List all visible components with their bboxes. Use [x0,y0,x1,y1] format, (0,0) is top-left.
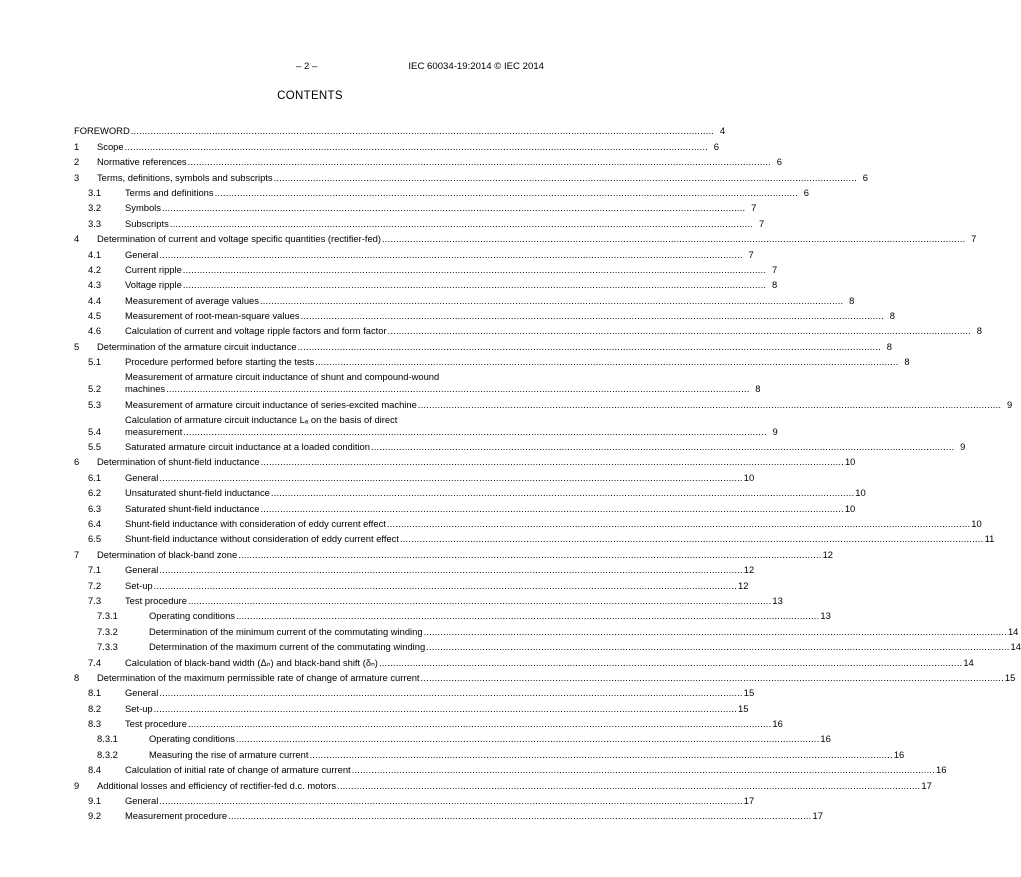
toc-entry-number: 7 [74,548,80,560]
toc-entry-number: 4.3 [88,279,102,291]
toc-entry-title: Unsaturated shunt-field inductance [125,487,270,499]
toc-entry-page: 17 [921,779,932,791]
toc-entry-page: 10 [743,471,755,483]
dot-leader [183,279,766,291]
toc-entry-title: Procedure performed before starting the tests [125,356,315,368]
toc-entry-page: 10 [844,456,856,468]
toc-entry-number: 8.4 [88,764,102,776]
toc-entry-page: 8 [771,279,778,291]
toc-entry-title-continued: measurement [125,425,183,437]
toc-entry-page: 6 [803,186,809,198]
toc-entry-page: 8 [904,356,910,368]
toc-entry-title: FOREWORD [74,125,130,137]
toc-entry-page: 10 [971,517,982,529]
dot-leader [159,687,742,699]
toc-entry-title: Determination of the maximum permissible rate of change of armature current [97,671,420,683]
toc-entry[interactable] [74,638,1021,653]
toc-entry-title: Terms and definitions [125,186,214,198]
toc-entry-number: 5.3 [88,398,102,410]
toc-entry-title: Calculation of current and voltage ripple factors and form factor [125,325,387,337]
toc-entry[interactable] [74,411,778,438]
dot-leader [131,125,714,137]
toc-entry-page: 13 [820,610,831,622]
toc-entry-number: 4.4 [88,294,102,306]
toc-entry-page: 14 [963,656,974,668]
toc-entry-title: Measurement of armature circuit inductance of series-excited machine [125,398,417,410]
dot-leader [301,310,884,322]
document-id: IEC 60034-19:2014 © IEC 2014 [408,61,544,72]
toc-entry-title: Measurement of average values [125,294,259,306]
toc-entry[interactable] [74,669,1016,684]
dot-leader [388,325,971,337]
dot-leader [159,564,742,576]
toc-entry-page: 15 [1004,671,1016,683]
toc-entry[interactable] [74,576,749,591]
toc-entry-number: 6.2 [88,487,102,499]
toc-entry-title: General [125,564,159,576]
toc-entry[interactable] [74,214,765,229]
dot-leader [159,249,742,261]
dot-leader [387,518,970,530]
toc-entry-page: 13 [772,594,783,606]
toc-entry[interactable] [74,353,910,368]
toc-entry-page: 9 [772,425,778,437]
toc-entry-title: General [125,687,159,699]
dot-leader [418,399,1001,411]
toc-entry-number: 7.1 [88,564,102,576]
toc-entry[interactable] [74,715,783,730]
toc-entry-number: 5.2 [88,383,102,395]
dot-leader [421,672,1004,684]
dot-leader [154,703,737,715]
toc-entry-number: 5.5 [88,441,102,453]
toc-entry-title: Test procedure [125,594,188,606]
toc-entry[interactable] [74,515,982,530]
dot-leader [183,264,766,276]
dot-leader [260,503,843,515]
toc-entry-number: 5.1 [88,356,102,368]
toc-entry[interactable] [74,792,755,807]
toc-entry-page: 9 [1006,398,1013,410]
toc-entry-page: 7 [771,263,778,275]
toc-entry[interactable] [74,261,778,276]
toc-entry-number: 3.1 [88,186,102,198]
page-number: – 2 – [296,61,318,72]
toc-entry-title: Calculation of black-band width (Δₙ) and black-band shift (δₙ) [125,656,378,668]
toc-entry-page: 12 [822,548,833,560]
toc-entry[interactable] [74,276,778,291]
toc-entry-page: 7 [751,202,757,214]
toc-entry-number: 7.4 [88,656,102,668]
toc-entry-title-continued: machines [125,383,166,395]
dot-leader [400,533,983,545]
toc-entry[interactable] [74,199,757,214]
toc-entry-page: 11 [984,533,995,545]
dot-leader [215,187,798,199]
toc-entry-number: 6 [74,456,80,468]
toc-entry-title: Symbols [125,202,161,214]
toc-entry[interactable] [74,468,755,483]
toc-entry-title: Shunt-field inductance without consideration of eddy current effect [125,533,399,545]
toc-entry-number: 8.2 [88,702,102,714]
toc-entry-page: 17 [743,795,755,807]
dot-leader [228,810,811,822]
toc-entry-number: 4.5 [88,310,102,322]
toc-entry-title: Set-up [125,702,153,714]
toc-entry-title: Saturated armature circuit inductance at a loaded condition [125,441,370,453]
toc-entry-page: 16 [936,764,947,776]
toc-entry-title: Current ripple [125,263,182,275]
toc-entry-number: 4.2 [88,263,102,275]
toc-entry[interactable] [74,530,995,545]
toc-entry[interactable] [74,291,855,306]
toc-entry-number: 2 [74,156,80,168]
toc-entry-title: Determination of the minimum current of the commutating winding [149,625,423,637]
toc-entry-number: 7.3.3 [97,641,118,653]
toc-entry-page: 8 [976,325,982,337]
toc-entry-page: 16 [820,733,831,745]
toc-entry-number: 1 [74,140,80,152]
toc-entry-page: 17 [812,810,823,822]
dot-leader [382,233,965,245]
toc-entry[interactable] [74,322,982,337]
toc-entry[interactable] [74,395,1013,410]
toc-entry-page: 7 [971,233,977,245]
dot-leader [183,426,766,438]
toc-entry-page: 12 [743,564,755,576]
toc-entry-title: Test procedure [125,718,188,730]
toc-entry-page: 10 [844,502,856,514]
toc-entry[interactable] [74,622,1019,637]
toc-entry-page: 14 [1007,625,1019,637]
toc-entry-number: 9.1 [88,795,102,807]
dot-leader [188,718,771,730]
toc-entry-number: 7.2 [88,579,102,591]
toc-entry[interactable] [74,137,719,152]
toc-entry[interactable] [74,684,755,699]
toc-entry-page: 8 [755,383,761,395]
toc-entry-title: Determination of black-band zone [97,548,238,560]
toc-entry-page: 8 [886,340,892,352]
toc-entry[interactable] [74,307,895,322]
toc-entry[interactable] [74,453,856,468]
toc-entry[interactable] [74,807,823,822]
dot-leader [260,295,843,307]
toc-entry-number: 9 [74,779,80,791]
toc-entry-title: Measurement of root-mean-square values [125,310,300,322]
toc-entry-page: 15 [738,702,749,714]
toc-entry-number: 6.5 [88,533,102,545]
toc-entry[interactable] [74,592,783,607]
toc-entry-number: 7.3 [88,594,102,606]
toc-entry[interactable] [74,761,947,776]
toc-entry-number: 8.3 [88,718,102,730]
toc-entry[interactable] [74,561,755,576]
toc-entry-number: 4 [74,233,80,245]
contents-heading: CONTENTS [277,90,343,102]
toc-entry[interactable] [74,168,868,183]
toc-entry-number: 3 [74,171,80,183]
toc-entry[interactable] [74,368,761,395]
dot-leader [162,202,745,214]
toc-entry-title: Calculation of initial rate of change of armature current [125,764,351,776]
toc-entry-number: 6.3 [88,502,102,514]
toc-entry-page: 14 [1010,641,1021,653]
toc-entry-number: 8.1 [88,687,102,699]
toc-entry-number: 4.1 [88,248,102,260]
toc-entry-page: 12 [738,579,749,591]
toc-entry-number: 5 [74,340,80,352]
toc-entry[interactable] [74,337,892,352]
dot-leader [274,172,857,184]
toc-entry-title: Determination of the maximum current of the commutating winding [149,641,426,653]
toc-entry[interactable] [74,245,754,260]
toc-entry[interactable] [74,545,833,560]
toc-entry-title: Calculation of armature circuit inductance Lₐ on the basis of direct [125,413,398,425]
toc-entry-page: 9 [960,441,966,453]
toc-entry-title: Determination of shunt-field inductance [97,456,260,468]
toc-entry-title: Shunt-field inductance with consideration of eddy current effect [125,517,386,529]
dot-leader [236,733,819,745]
dot-leader [159,795,742,807]
dot-leader [188,156,771,168]
toc-entry[interactable] [74,776,932,791]
dot-leader [426,641,1009,653]
toc-entry[interactable] [74,499,856,514]
toc-entry[interactable] [74,730,831,745]
dot-leader [238,549,821,561]
dot-leader [125,141,708,153]
toc-entry-number: 3.2 [88,202,102,214]
toc-entry-title: General [125,471,159,483]
toc-entry-title: Subscripts [125,217,169,229]
toc-entry-number: 8.3.1 [97,733,118,745]
dot-leader [298,341,881,353]
toc-entry-number: 7.3.2 [97,625,118,637]
toc-entry-title: Measurement procedure [125,810,228,822]
toc-entry-page: 8 [849,294,855,306]
toc-entry-number: 8.3.2 [97,748,118,760]
toc-entry-title: Normative references [97,156,187,168]
toc-entry-page: 16 [893,748,905,760]
toc-entry-page: 4 [719,125,726,137]
toc-entry-title: Set-up [125,579,153,591]
toc-entry-title: Saturated shunt-field inductance [125,502,260,514]
toc-entry-number: 7.3.1 [97,610,118,622]
toc-entry[interactable] [74,653,974,668]
dot-leader [236,610,819,622]
toc-entry-number: 3.3 [88,217,102,229]
toc-entry-page: 6 [862,171,868,183]
toc-entry-title: General [125,248,159,260]
toc-entry-title: Voltage ripple [125,279,182,291]
dot-leader [337,780,920,792]
toc-entry-page: 7 [748,248,754,260]
toc-entry-page: 7 [758,217,765,229]
dot-leader [159,472,742,484]
toc-entry[interactable] [74,230,977,245]
toc-entry-page: 6 [713,140,719,152]
toc-entry-title: Measurement of armature circuit inductance of shunt and compound-wound [125,371,440,383]
toc-entry[interactable] [74,699,749,714]
dot-leader [154,580,737,592]
toc-entry-title: Measuring the rise of armature current [149,748,309,760]
toc-entry[interactable] [74,153,782,168]
toc-entry-number: 6.1 [88,471,102,483]
toc-entry[interactable] [74,438,966,453]
toc-entry-title: Additional losses and efficiency of rectifier-fed d.c. motors [97,779,337,791]
dot-leader [166,383,749,395]
toc-entry-title: Determination of the armature circuit inductance [97,340,297,352]
toc-entry-page: 6 [776,156,782,168]
toc-entry-number: 5.4 [88,425,102,437]
toc-entry-title: Operating conditions [149,733,235,745]
dot-leader [379,657,962,669]
toc-entry-page: 16 [772,718,783,730]
dot-leader [424,626,1007,638]
toc-entry-number: 9.2 [88,810,102,822]
toc-entry[interactable] [74,122,726,137]
toc-entry-title: Terms, definitions, symbols and subscripts [97,171,273,183]
toc-entry-title: General [125,795,159,807]
toc-entry-number: 8 [74,671,80,683]
page-header [0,61,620,75]
table-of-contents [74,122,1021,822]
toc-entry[interactable] [74,607,831,622]
toc-entry-number: 4.6 [88,325,102,337]
dot-leader [261,456,844,468]
toc-entry-title: Scope [97,140,124,152]
toc-entry[interactable] [74,184,809,199]
toc-entry-page: 15 [743,687,755,699]
toc-entry-page: 10 [855,487,866,499]
dot-leader [371,441,954,453]
dot-leader [352,764,935,776]
toc-entry-number: 6.4 [88,517,102,529]
toc-entry[interactable] [74,745,905,760]
toc-entry-title: Operating conditions [149,610,235,622]
dot-leader [315,356,898,368]
dot-leader [188,595,771,607]
toc-entry-title: Determination of current and voltage specific quantities (rectifier-fed) [97,233,381,245]
toc-entry-page: 8 [889,310,895,322]
dot-leader [309,749,892,761]
dot-leader [271,487,854,499]
toc-entry[interactable] [74,484,866,499]
dot-leader [170,218,753,230]
